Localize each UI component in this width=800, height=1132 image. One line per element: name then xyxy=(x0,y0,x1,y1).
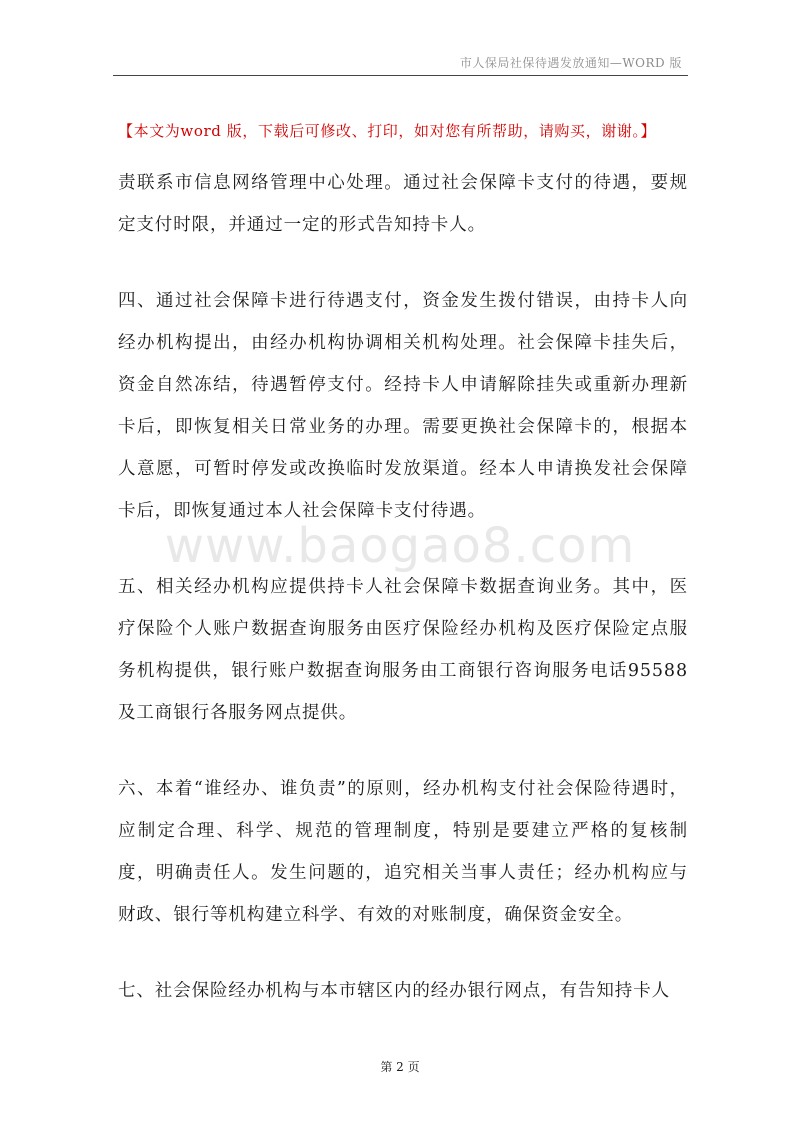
paragraph-item-6: 六、本着“谁经办、谁负责”的原则，经办机构支付社会保险待遇时，应制定合理、科学、规范的管理制度，特别是要建立严格的复核制度，明确责任人。发生问题的，追究相关当事人责任；经办机构应与财政、银行等机构建立科学、有效的对账制度，确保资金安全。 xyxy=(118,779,688,925)
document-header-title: 市人保局社保待遇发放通知—WORD 版 xyxy=(459,56,682,70)
download-notice: 【本文为word 版，下载后可修改、打印，如对您有所帮助，请购买，谢谢。】 xyxy=(118,122,657,140)
site-watermark: www.baogao8.com xyxy=(164,518,636,574)
paragraph-item-4: 四、通过社会保障卡进行待遇支付，资金发生拨付错误，由持卡人向经办机构提出，由经办机构协调相关机构处理。社会保障卡挂失后，资金自然冻结，待遇暂停支付。经持卡人申请解除挂失或重新办理新卡后，即恢复相关日常业务的办理。需要更换社会保障卡的，根据本人意愿，可暂时停发或改换临时发放渠道。经本人申请换发社会保障卡后，即恢复通过本人社会保障卡支付待遇。 xyxy=(118,291,688,521)
page-number: 第 2 页 xyxy=(380,1060,420,1074)
paragraph-item-7: 七、社会保险经办机构与本市辖区内的经办银行网点，有告知持卡人 xyxy=(118,981,670,1001)
paragraph-continuation: 责联系市信息网络管理中心处理。通过社会保障卡支付的待遇，要规定支付时限，并通过一定的形式告知持卡人。 xyxy=(118,173,688,235)
document-body xyxy=(118,162,688,1012)
paragraph-item-5: 五、相关经办机构应提供持卡人社会保障卡数据查询业务。其中，医疗保险个人账户数据查询服务由医疗保险经办机构及医疗保险定点服务机构提供，银行账户数据查询服务由工商银行咨询服务电话95588 及工商银行各服务网点提供。 xyxy=(118,577,688,723)
header-divider xyxy=(113,75,688,76)
